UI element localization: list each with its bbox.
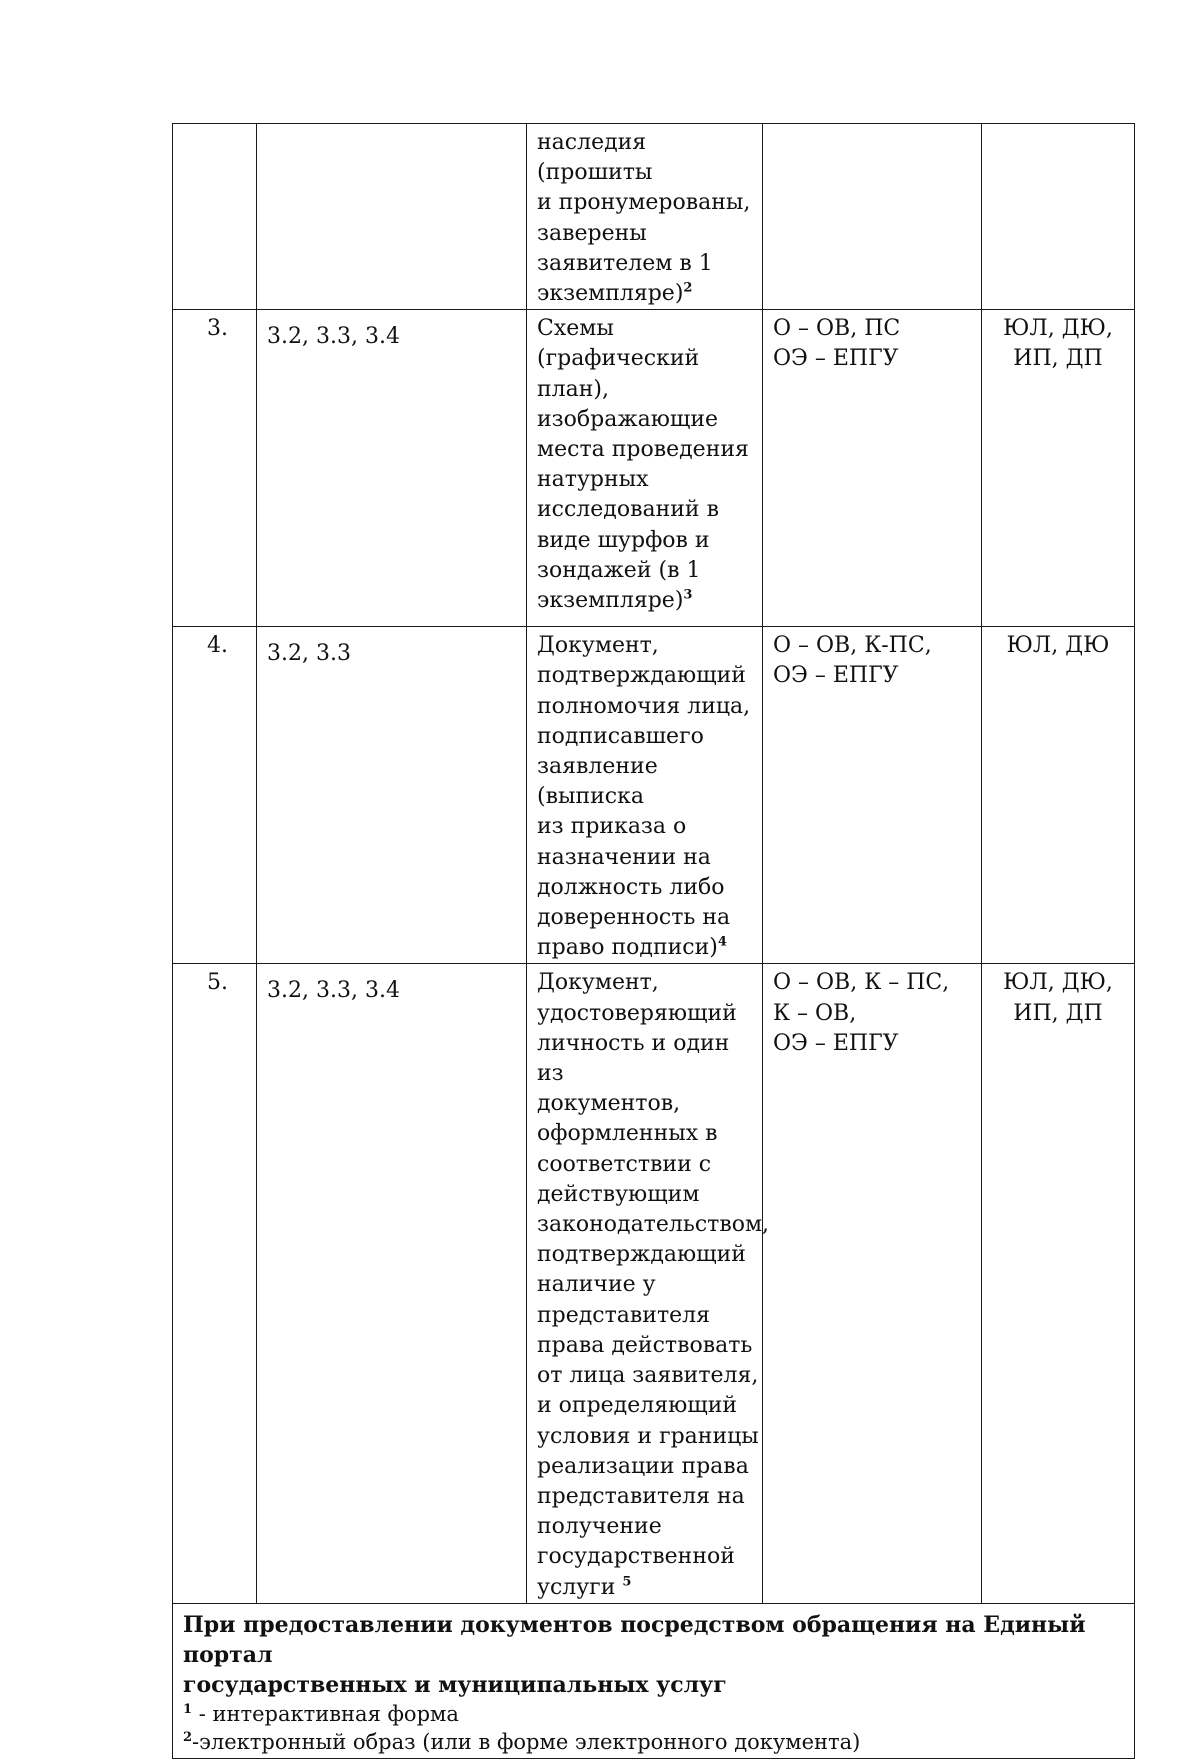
- doc-line: натурных: [537, 467, 649, 493]
- row-number-cell: 3.: [173, 310, 257, 627]
- table-row: [173, 310, 1135, 627]
- applicant-category-cell: [982, 124, 1135, 310]
- service-codes-cell: 3.2, 3.3, 3.4: [257, 964, 527, 1603]
- footnote-mark: 1: [183, 1701, 193, 1717]
- doc-line: Схемы: [537, 316, 614, 342]
- doc-line: должность либо: [537, 874, 725, 900]
- submission-form-cell: [763, 964, 982, 1603]
- doc-line: зондажей (в 1: [537, 557, 701, 583]
- doc-line: места проведения: [537, 437, 749, 463]
- footnote-mark: 5: [622, 1574, 632, 1590]
- doc-line: государственной: [537, 1544, 735, 1570]
- row-number-cell: 5.: [173, 964, 257, 1603]
- document-name-cell: [527, 964, 770, 1603]
- doc-line: от лица заявителя,: [537, 1363, 759, 1389]
- documents-table-body: [173, 124, 1135, 1759]
- form-line: О – ОВ, К-ПС,: [773, 633, 932, 659]
- doc-line: план),: [537, 376, 609, 402]
- doc-line: личность и один из: [537, 1030, 730, 1087]
- form-line: К – ОВ,: [773, 1000, 857, 1026]
- doc-line: полномочия лица,: [537, 693, 751, 719]
- doc-line: удостоверяющий: [537, 1000, 737, 1026]
- submission-form-cell: [763, 627, 982, 964]
- doc-line: назначении на: [537, 844, 711, 870]
- submission-form-cell: [763, 310, 982, 627]
- doc-line: доверенность на: [537, 905, 731, 931]
- footnote-text: - интерактивная форма: [192, 1701, 459, 1726]
- table-footer-row: [173, 1603, 1135, 1758]
- doc-line: Документ,: [537, 633, 659, 659]
- doc-line: услуги: [537, 1574, 623, 1600]
- doc-line: оформленных в: [537, 1121, 718, 1147]
- doc-line: исследований в: [537, 497, 719, 523]
- applicant-line: ЮЛ, ДЮ,: [1003, 970, 1113, 996]
- applicant-category-cell: [982, 310, 1135, 627]
- portal-title-line: государственных и муниципальных услуг: [183, 1671, 727, 1698]
- submission-form-cell: [763, 124, 982, 310]
- form-line: ОЭ – ЕПГУ: [773, 663, 899, 689]
- applicant-line: ЮЛ, ДЮ: [1006, 633, 1110, 659]
- row-number-cell: [173, 124, 257, 310]
- doc-line: подтверждающий: [537, 663, 746, 689]
- doc-line: заявление (выписка: [537, 754, 658, 810]
- doc-line: подписавшего: [537, 723, 704, 749]
- doc-line: право подписи): [537, 935, 718, 961]
- doc-line: права действовать: [537, 1332, 753, 1358]
- footnote-mark: 2: [183, 1729, 193, 1745]
- applicant-line: ЮЛ, ДЮ,: [1003, 316, 1113, 342]
- footnote-mark: 2: [683, 280, 693, 296]
- table-row: [173, 627, 1135, 964]
- doc-line: наличие у: [537, 1272, 656, 1298]
- doc-line: экземпляре): [537, 281, 684, 307]
- doc-line: наследия (прошиты: [537, 130, 653, 186]
- document-name-cell: [527, 627, 763, 964]
- portal-title-line: При предоставлении документов посредством обращения на Единый портал: [183, 1611, 1086, 1668]
- doc-line: реализации права: [537, 1453, 749, 1479]
- form-line: ОЭ – ЕПГУ: [773, 1030, 899, 1056]
- footnote-mark: 4: [717, 934, 727, 950]
- doc-line: условия и границы: [537, 1423, 759, 1449]
- document-name-cell: [527, 124, 763, 310]
- doc-line: представителя на: [537, 1483, 745, 1509]
- applicant-line: ИП, ДП: [1013, 1000, 1103, 1026]
- form-line: О – ОВ, К – ПС,: [773, 970, 950, 996]
- footnotes-cell: [173, 1603, 1135, 1758]
- doc-line: заверены: [537, 220, 647, 246]
- portal-section-title: [183, 1610, 1124, 1700]
- form-line: О – ОВ, ПС: [773, 316, 901, 342]
- doc-line: представителя: [537, 1302, 711, 1328]
- service-codes-cell: [257, 124, 527, 310]
- table-row: [173, 124, 1135, 310]
- doc-line: соответствии с: [537, 1151, 712, 1177]
- doc-line: экземпляре): [537, 588, 684, 614]
- table-row: [173, 964, 1135, 1603]
- applicant-category-cell: [982, 964, 1135, 1603]
- document-name-cell: [527, 310, 763, 627]
- applicant-line: ИП, ДП: [1013, 346, 1103, 372]
- doc-line: законодательством,: [537, 1212, 770, 1238]
- doc-line: виде шурфов и: [537, 527, 710, 553]
- doc-line: из приказа о: [537, 814, 687, 840]
- service-codes-cell: 3.2, 3.3: [257, 627, 527, 964]
- doc-line: и пронумерованы,: [537, 190, 751, 216]
- doc-line: действующим: [537, 1181, 700, 1207]
- footnote-2: [183, 1728, 1124, 1756]
- doc-line: Документ,: [537, 970, 659, 996]
- service-codes-cell: 3.2, 3.3, 3.4: [257, 310, 527, 627]
- form-line: ОЭ – ЕПГУ: [773, 346, 899, 372]
- footnote-1: [183, 1700, 1124, 1728]
- row-number-cell: 4.: [173, 627, 257, 964]
- doc-line: и определяющий: [537, 1393, 738, 1419]
- applicant-category-cell: [982, 627, 1135, 964]
- doc-line: изображающие: [537, 406, 718, 432]
- doc-line: документов,: [537, 1091, 681, 1117]
- footnote-text: -электронный образ (или в форме электронного документа): [192, 1729, 861, 1754]
- footnote-mark: 3: [683, 587, 693, 603]
- documents-table: [172, 123, 1135, 1759]
- doc-line: получение: [537, 1514, 662, 1540]
- doc-line: (графический: [537, 346, 700, 372]
- doc-line: подтверждающий: [537, 1242, 746, 1268]
- doc-line: заявителем в 1: [537, 250, 713, 276]
